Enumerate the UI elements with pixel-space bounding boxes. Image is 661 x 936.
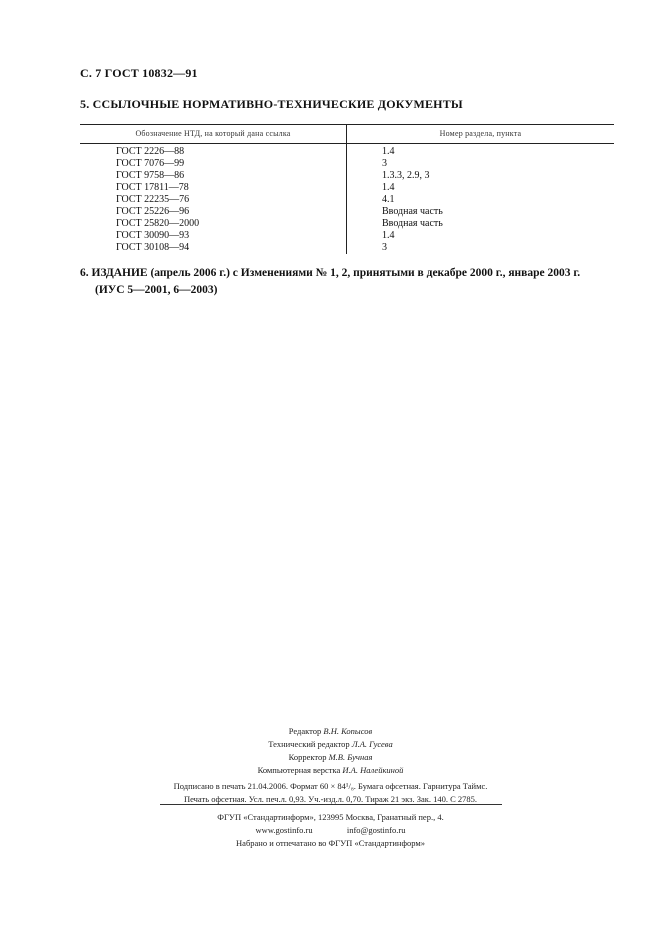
editor-name: В.Н. Копысов (323, 726, 373, 736)
table-cell-document: ГОСТ 22235—76 (116, 194, 190, 205)
table-cell-section: 3 (382, 158, 387, 169)
table-row (80, 170, 614, 182)
table-header-document: Обозначение НТД, на который дана ссылка (135, 129, 291, 138)
table-cell-document: ГОСТ 30108—94 (116, 242, 190, 253)
table-row (80, 146, 614, 158)
layout-label: Компьютерная верстка (257, 765, 341, 775)
edition-line-1: 6. ИЗДАНИЕ (апрель 2006 г.) с Изменениями № 1, 2, принятыми в декабре 2000 г., январе 2003 г. (80, 267, 581, 279)
corrector-name: М.В. Бучная (328, 752, 373, 762)
imprint-tech-editor (0, 739, 661, 749)
table-cell-document: ГОСТ 30090—93 (116, 230, 190, 241)
table-cell-document: ГОСТ 7076—99 (116, 158, 185, 169)
table-cell-section: 1.4 (382, 146, 395, 157)
edition-line-2: (ИУС 5—2001, 6—2003) (95, 284, 218, 296)
tech-editor-name: Л.А. Гусева (351, 739, 393, 749)
table-row (80, 182, 614, 194)
table-cell-document: ГОСТ 17811—78 (116, 182, 189, 193)
publisher-contacts (0, 825, 661, 835)
table-row (80, 242, 614, 254)
table-row (80, 218, 614, 230)
table-cell-section: 3 (382, 242, 387, 253)
tech-editor-label: Технический редактор (268, 739, 350, 749)
table-cell-section: Вводная часть (382, 206, 443, 217)
editor-label: Редактор (288, 726, 322, 736)
publisher-address: ФГУП «Стандартинформ», 123995 Москва, Гранатный пер., 4. (217, 812, 444, 822)
print-details-line-2: Печать офсетная. Усл. печ.л. 0,93. Уч.-изд.л. 0,70. Тираж 21 экз. Зак. 140. С 2785. (183, 794, 478, 804)
table-row (80, 230, 614, 242)
table-body (80, 146, 614, 254)
table-cell-section: 4.1 (382, 194, 395, 205)
table-cell-document: ГОСТ 2226—88 (116, 146, 185, 157)
table-header-section: Номер раздела, пункта (439, 129, 522, 138)
printed-at: Набрано и отпечатано во ФГУП «Стандартинформ» (236, 838, 425, 848)
imprint-layout (0, 765, 661, 775)
table-cell-document: ГОСТ 25226—96 (116, 206, 190, 217)
print-details-line-1: Подписано в печать 21.04.2006. Формат 60 × 84¹/₈. Бумага офсетная. Гарнитура Таймс. (173, 781, 488, 791)
website-link[interactable]: www.gostinfo.ru (255, 825, 313, 835)
table-cell-section: 1.3.3, 2.9, 3 (382, 170, 430, 181)
table-header-rule (80, 143, 614, 144)
section-5-title: 5. ССЫЛОЧНЫЕ НОРМАТИВНО-ТЕХНИЧЕСКИЕ ДОКУМЕНТЫ (80, 97, 463, 111)
imprint-editor (0, 726, 661, 736)
corrector-label: Корректор (288, 752, 327, 762)
table-cell-section: Вводная часть (382, 218, 443, 229)
email-link[interactable]: info@gostinfo.ru (346, 825, 406, 835)
table-row (80, 158, 614, 170)
table-row (80, 194, 614, 206)
layout-name: И.А. Налейкиной (342, 765, 404, 775)
table-row (80, 206, 614, 218)
table-cell-section: 1.4 (382, 230, 395, 241)
table-cell-document: ГОСТ 9758—86 (116, 170, 185, 181)
table-cell-section: 1.4 (382, 182, 395, 193)
table-top-rule (80, 124, 614, 125)
imprint-divider (160, 804, 502, 805)
imprint-corrector (0, 752, 661, 762)
page-header: С. 7 ГОСТ 10832—91 (80, 66, 198, 80)
section-6-edition (80, 265, 620, 299)
table-cell-document: ГОСТ 25820—2000 (116, 218, 200, 229)
